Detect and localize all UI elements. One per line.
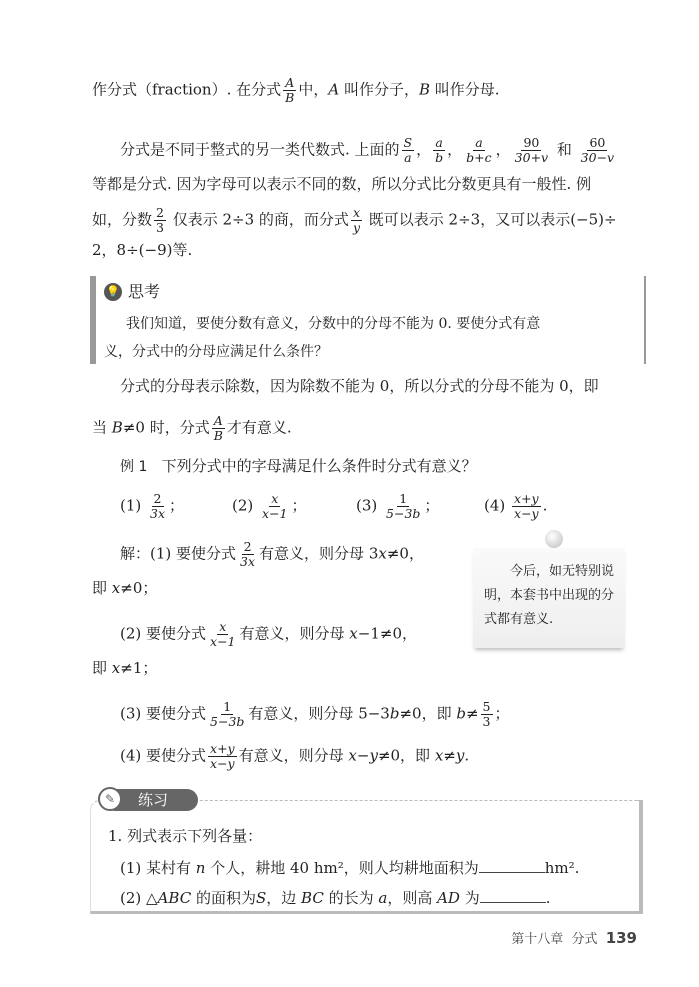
fraction-numerator: 5 [482, 699, 491, 714]
text-run: 等都是分式. 因为字母可以表示不同的数，所以分式比分数更具有一般性. 例 [92, 175, 592, 193]
fraction [148, 492, 167, 521]
math-variable: ABC [157, 889, 192, 907]
fraction-numerator: A [213, 413, 223, 428]
math-variable: b [456, 704, 466, 723]
fraction-denominator: 3 [482, 714, 491, 729]
text-run: . [542, 496, 548, 515]
text-run: 叫作分子， [339, 80, 419, 99]
paragraph-line [92, 414, 292, 443]
fraction [154, 206, 166, 235]
text-run: ； [494, 704, 510, 723]
text-run: ； [169, 496, 185, 515]
text-run: 我们知道，要使分数有意义，分数中的分母不能为 0. 要使分式有意 [126, 316, 541, 332]
text-run: 当 [92, 418, 112, 437]
text-run: 中， [298, 80, 329, 99]
chapter-label: 第十八章 [511, 932, 564, 947]
math-variable: x [434, 746, 444, 765]
text-run: 仅表示 2÷3 的商，而分式 [167, 210, 349, 229]
fraction-numerator: x+y [514, 491, 539, 506]
practice-line [120, 858, 579, 878]
text-run: ≠ [443, 746, 456, 765]
paragraph-line [120, 376, 599, 396]
text-run: (3) [356, 496, 383, 515]
math-variable: BC [301, 889, 324, 907]
fraction [512, 492, 541, 521]
fraction-numerator: 1 [399, 491, 408, 506]
text-run: ； [291, 496, 307, 515]
paragraph-line [92, 240, 192, 260]
fraction-denominator: x−y [514, 506, 539, 521]
text-run: ，则高 [387, 889, 438, 907]
fraction [513, 136, 550, 165]
text-run: 2，8÷(−9)等. [92, 241, 193, 259]
think-line [126, 314, 540, 334]
fraction [208, 742, 237, 771]
fraction-numerator: a [435, 135, 443, 150]
fraction-numerator: 90 [523, 135, 540, 150]
solution-line [120, 742, 469, 771]
text-run: 分式的分母表示除数，因为除数不能为 0，所以分式的分母不能为 0，即 [120, 377, 599, 395]
text-run: 叫作分母. [429, 80, 500, 99]
math-variable: n [195, 859, 206, 877]
fraction-numerator: 2 [156, 205, 164, 220]
pin-icon [545, 530, 563, 548]
math-variable: B [418, 80, 430, 99]
note-line [484, 586, 614, 606]
paragraph-line [92, 206, 617, 235]
fraction-numerator: 2 [243, 539, 252, 554]
fraction [208, 700, 246, 729]
fraction-denominator: 3x [240, 554, 256, 569]
fraction [212, 414, 225, 443]
practice-icon: ✎ [98, 787, 122, 811]
math-variable: x [111, 659, 121, 677]
text-run: ， [416, 140, 432, 159]
text-run: 作分式（fraction）. 在分式 [92, 80, 282, 99]
answer-blank [480, 888, 546, 903]
fraction [433, 136, 445, 165]
fraction-denominator: 30−v [580, 150, 615, 165]
fraction [283, 76, 296, 105]
text-run: (4) [484, 496, 511, 515]
fraction-denominator: b [435, 150, 444, 165]
text-run: (2) [232, 496, 259, 515]
page-number: 139 [605, 929, 637, 947]
text-run: 分式是不同于整式的另一类代数式. 上面的 [120, 140, 400, 159]
text-run: (3) 要使分式 [120, 704, 207, 723]
example-part [356, 492, 439, 521]
text-run: (1) [120, 496, 147, 515]
fraction-denominator: x−1 [210, 634, 236, 649]
text-run: 个人，耕地 40 hm²，则人均耕地面积为 [205, 859, 479, 877]
fraction-numerator: 60 [589, 135, 606, 150]
text-run: (4) 要使分式 [120, 746, 207, 765]
fraction-numerator: x [271, 491, 279, 506]
answer-blank [479, 858, 545, 873]
math-variable: y [369, 746, 378, 765]
text-run: 义，分式中的分母应满足什么条件？ [104, 344, 328, 360]
text-run: ； [424, 496, 440, 515]
fraction [402, 136, 415, 165]
fraction [384, 492, 422, 521]
fraction-numerator: x [352, 205, 360, 220]
text-run: ≠0； [120, 579, 158, 597]
math-variable: A [328, 80, 340, 99]
fraction [208, 620, 237, 649]
math-variable: x [378, 544, 387, 563]
text-run: 如，分数 [92, 210, 153, 229]
math-variable: S [255, 889, 267, 907]
fraction [579, 136, 616, 165]
text-run: ， [447, 140, 463, 159]
text-run: −1≠0， [357, 624, 417, 643]
text-run: 即 [92, 579, 112, 597]
fraction-numerator: x+y [210, 741, 235, 756]
text-run: 即 [92, 659, 112, 677]
think-line [104, 342, 328, 362]
fraction [464, 136, 493, 165]
text-run: ≠1； [120, 659, 158, 677]
math-variable: y [455, 746, 465, 765]
text-run: ≠0 时，分式 [122, 418, 210, 437]
solution-line [92, 578, 157, 598]
practice-tab [104, 789, 198, 811]
math-variable: x [349, 624, 358, 643]
text-run: 为 [459, 889, 480, 907]
fraction-denominator: B [213, 428, 223, 443]
practice-line [108, 826, 262, 846]
example-question: 下列分式中的字母满足什么条件时分式有意义？ [161, 457, 477, 475]
fraction-numerator: A [285, 75, 295, 90]
example-heading [120, 456, 477, 477]
fraction-denominator: 5−3b [210, 714, 245, 729]
text-run: 式都有意义. [484, 612, 554, 627]
fraction-numerator: S [403, 135, 413, 150]
text-run: ， [495, 140, 511, 159]
text-run: (2) △ [120, 889, 158, 907]
chapter-title: 分式 [571, 932, 598, 947]
think-title: 思考 [128, 282, 161, 301]
solution-line [120, 620, 417, 649]
fraction-denominator: 5−3b [386, 506, 421, 521]
lightbulb-icon: 💡 [104, 283, 122, 301]
text-run: 和 [552, 140, 577, 159]
example-label: 例 1 [120, 459, 148, 475]
fraction-numerator: a [475, 135, 483, 150]
text-run: 才有意义. [226, 418, 292, 437]
note-line [484, 610, 553, 630]
text-run: ≠ [465, 704, 479, 723]
practice-title: 练习 [138, 791, 169, 809]
example-part [232, 492, 307, 521]
page-footer [511, 928, 637, 947]
text-run: ≠0，即 [377, 746, 435, 765]
math-variable: x [348, 746, 357, 765]
fraction-denominator: 30+v [514, 150, 549, 165]
text-run: hm². [544, 859, 580, 877]
math-variable: x [111, 579, 121, 597]
practice-line [120, 888, 551, 908]
fraction-denominator: 3 [156, 220, 164, 235]
text-run: 有意义，则分母 5−3 [248, 704, 390, 723]
math-variable: a [378, 889, 388, 907]
fraction-denominator: y [352, 220, 360, 235]
fraction-denominator: 3x [150, 506, 166, 521]
fraction-denominator: x−y [210, 756, 235, 771]
text-run: 有意义，则分母 [239, 624, 350, 643]
text-run: (1) 某村有 [120, 859, 196, 877]
example-part [484, 492, 547, 521]
text-run: 1. 列式表示下列各量： [108, 827, 263, 845]
paragraph-line [120, 136, 618, 165]
text-run: 今后，如无特别说 [510, 564, 615, 579]
solution-line [120, 700, 510, 729]
fraction-numerator: x [219, 619, 227, 634]
text-run: ≠0，即 [399, 704, 457, 723]
text-run: − [356, 746, 370, 765]
fraction [351, 206, 362, 235]
math-variable: B [111, 418, 123, 437]
fraction-numerator: 2 [153, 491, 162, 506]
text-run: 明，本套书中出现的分 [484, 588, 615, 603]
note-line [510, 562, 614, 582]
text-run: (2) 要使分式 [120, 624, 207, 643]
example-part [120, 492, 184, 521]
fraction-denominator: x−1 [262, 506, 288, 521]
fraction [238, 540, 257, 569]
text-run: . [464, 746, 470, 765]
text-run: . [545, 889, 551, 907]
text-run: ≠0， [386, 544, 424, 563]
math-variable: b [389, 704, 400, 723]
intro-line [92, 76, 500, 105]
fraction-denominator: a [404, 150, 412, 165]
fraction-denominator: B [285, 90, 295, 105]
text-run: 的面积为 [191, 889, 256, 907]
solution-line [120, 540, 424, 569]
text-run: 有意义，则分母 [238, 746, 349, 765]
fraction-numerator: 1 [223, 699, 232, 714]
paragraph-line [92, 174, 591, 194]
math-variable: AD [437, 889, 460, 907]
solution-line [92, 658, 157, 678]
fraction [481, 700, 493, 729]
text-run: 解：(1) 要使分式 [120, 544, 237, 563]
fraction [260, 492, 289, 521]
text-run: 既可以表示 2÷3，又可以表示(−5)÷ [364, 210, 617, 229]
text-run: 有意义，则分母 3 [259, 544, 379, 563]
fraction-denominator: b+c [466, 150, 492, 165]
text-run: ，边 [266, 889, 302, 907]
text-run: 的长为 [323, 889, 379, 907]
